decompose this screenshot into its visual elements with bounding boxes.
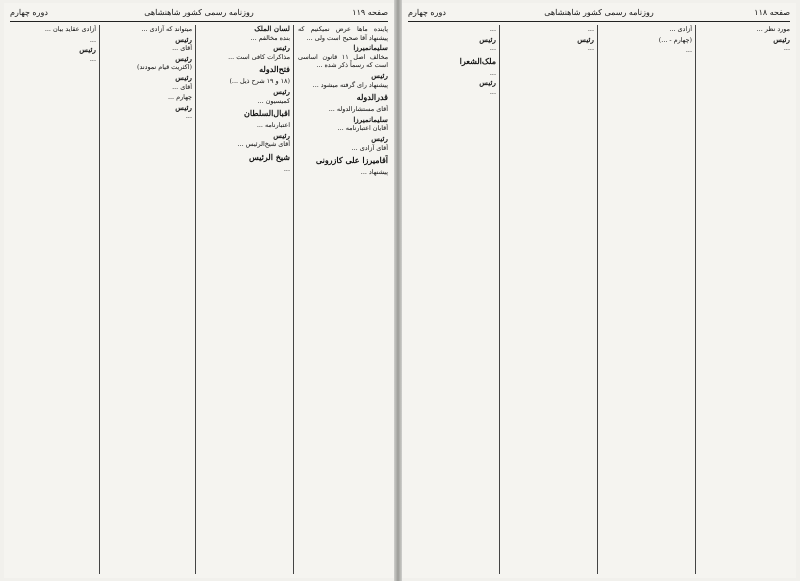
- section-heading: ملک‌الشعرا: [459, 55, 496, 66]
- body-paragraph: ...: [489, 44, 496, 53]
- right-col-1: [700, 25, 790, 574]
- body-paragraph: پیشنهاد رای گرفته میشود ...: [312, 80, 388, 89]
- speaker-name: لسان الملک: [254, 25, 290, 33]
- left-col-2: [200, 25, 290, 574]
- body-paragraph: آقای شیخ‌الرئیس ...: [237, 140, 290, 149]
- body-paragraph: آقای ...: [172, 44, 192, 53]
- section-heading: آقامیرزا علی کازرونی: [315, 155, 388, 166]
- section-heading: فتح‌الدوله: [259, 64, 290, 75]
- speaker-name: رئیس: [273, 130, 290, 140]
- body-paragraph: آقای مستشارالدوله ...: [328, 105, 388, 114]
- body-paragraph: آزادی ...: [669, 25, 692, 33]
- body-paragraph: آزادی عقاید بیان ...: [44, 25, 96, 33]
- body-paragraph: پیشنهاد ...: [360, 168, 388, 177]
- body-paragraph: ...: [283, 164, 290, 173]
- column-divider: [597, 25, 598, 574]
- left-page-header: [10, 7, 388, 22]
- right-page-title: روزنامه رسمی کشور شاهنشاهی: [544, 8, 654, 17]
- speaker-name: رئیس: [273, 43, 290, 53]
- body-paragraph: ...: [89, 54, 96, 63]
- right-col-4: [408, 25, 496, 574]
- speaker-name: رئیس: [273, 86, 290, 96]
- column-divider: [499, 25, 500, 574]
- speaker-name: رئیس: [577, 34, 594, 44]
- left-page-columns: [10, 25, 388, 574]
- speaker-name: رئیس: [371, 133, 388, 143]
- body-paragraph: آقای آزادی ...: [351, 143, 388, 152]
- body-paragraph: ...: [685, 46, 692, 55]
- body-paragraph: ...: [587, 44, 594, 53]
- column-divider: [695, 25, 696, 574]
- body-paragraph: ...: [783, 44, 790, 53]
- right-page-columns: [408, 25, 790, 574]
- body-paragraph: بنده مخالفم ...: [250, 33, 290, 42]
- body-paragraph: آقایان اعتبارنامه ...: [337, 124, 388, 133]
- body-paragraph: مخالف اصل ۱۱ قانون اساسی است که رسماً ذکر شده ...: [298, 52, 388, 70]
- body-paragraph: ...: [89, 35, 96, 44]
- left-col-4: [10, 25, 96, 574]
- left-page: [4, 3, 394, 578]
- right-page-header: [408, 7, 790, 22]
- body-paragraph: آقای ...: [172, 82, 192, 91]
- body-paragraph: ...: [489, 68, 496, 77]
- body-paragraph: (۱۸ و ۱۹ شرح ذیل ...): [229, 77, 290, 86]
- left-page-number: صفحه ۱۱۹: [352, 8, 388, 17]
- body-paragraph: (اکثریت قیام نمودند): [136, 63, 192, 72]
- body-paragraph: پاینده ماها عرض نمیکنیم که پیشنهاد آقا صحیح است ولی ...: [298, 25, 388, 42]
- body-paragraph: مذاکرات کافی است ...: [228, 52, 290, 61]
- speaker-name: رئیس: [175, 102, 192, 112]
- left-col-1: [298, 25, 388, 574]
- body-paragraph: ...: [489, 87, 496, 96]
- right-col-2: [602, 25, 692, 574]
- speaker-name: سلیمانمیرزا: [353, 114, 388, 124]
- right-col-3: [504, 25, 594, 574]
- speaker-name: رئیس: [175, 72, 192, 82]
- speaker-name: رئیس: [175, 34, 192, 44]
- body-paragraph: میتواند که آزادی ...: [141, 25, 192, 33]
- body-paragraph: چهارم ...: [167, 93, 192, 102]
- left-col-3: [104, 25, 192, 574]
- body-paragraph: اعتبارنامه ...: [256, 121, 290, 130]
- speaker-name: رئیس: [175, 53, 192, 63]
- speaker-name: رئیس: [79, 45, 96, 55]
- right-page-issue: دوره چهارم: [408, 8, 446, 17]
- speaker-name: رئیس: [479, 78, 496, 88]
- section-heading: شیخ الرئیس: [249, 151, 290, 162]
- book-gutter: [394, 0, 402, 581]
- body-paragraph: کمیسیون ...: [257, 96, 290, 105]
- column-divider: [99, 25, 100, 574]
- left-page-issue: دوره چهارم: [10, 8, 48, 17]
- right-page: [402, 3, 796, 578]
- section-heading: اقبال‌السلطان: [243, 108, 290, 119]
- speaker-name: رئیس: [773, 34, 790, 44]
- column-divider: [293, 25, 294, 574]
- right-page-number: صفحه ۱۱۸: [754, 8, 790, 17]
- body-paragraph: ...: [185, 112, 192, 121]
- body-paragraph: (چهارم - ...): [658, 35, 692, 44]
- body-paragraph: مورد نظر ...: [756, 25, 790, 33]
- body-paragraph: ...: [587, 25, 594, 33]
- left-page-title: روزنامه رسمی کشور شاهنشاهی: [144, 8, 254, 17]
- column-divider: [195, 25, 196, 574]
- body-paragraph: ...: [489, 25, 496, 33]
- speaker-name: رئیس: [479, 34, 496, 44]
- speaker-name: رئیس: [371, 70, 388, 80]
- speaker-name: سلیمانمیرزا: [353, 43, 388, 53]
- section-heading: قدرالدوله: [356, 92, 388, 103]
